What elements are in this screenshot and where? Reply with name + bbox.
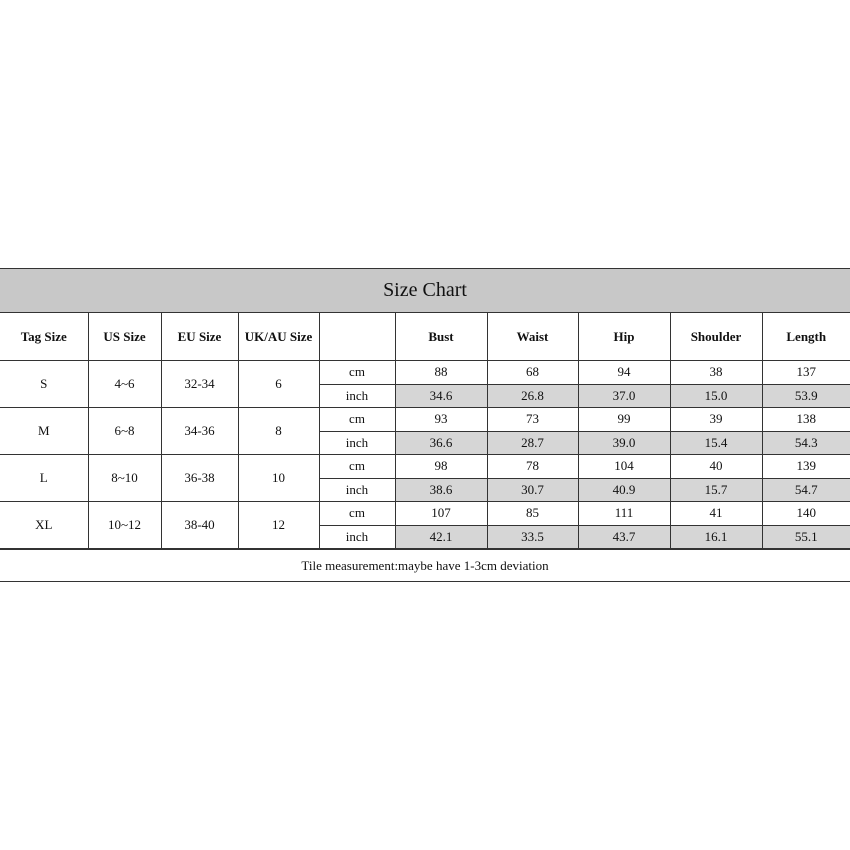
- length-cell: 54.7: [762, 478, 850, 502]
- hip-cell: 40.9: [578, 478, 670, 502]
- bust-cell: 36.6: [395, 431, 487, 455]
- shoulder-cell: 41: [670, 502, 762, 526]
- shoulder-cell: 39: [670, 408, 762, 432]
- header-row: [0, 313, 850, 361]
- eu-size-cell: 32-34: [161, 361, 238, 408]
- eu-size-cell: 38-40: [161, 502, 238, 549]
- ukau-size-cell: 12: [238, 502, 319, 549]
- unit-cell: cm: [319, 408, 395, 432]
- hip-cell: 39.0: [578, 431, 670, 455]
- us-size-cell: 10~12: [88, 502, 161, 549]
- hip-cell: 94: [578, 361, 670, 385]
- bust-cell: 98: [395, 455, 487, 479]
- bust-cell: 88: [395, 361, 487, 385]
- us-size-cell: 4~6: [88, 361, 161, 408]
- unit-cell: inch: [319, 478, 395, 502]
- hip-cell: 111: [578, 502, 670, 526]
- table-row-xl-cm: [0, 502, 850, 526]
- hip-cell: 37.0: [578, 384, 670, 408]
- shoulder-cell: 16.1: [670, 525, 762, 549]
- header-waist: Waist: [487, 313, 578, 361]
- header-tag-size: Tag Size: [0, 313, 88, 361]
- hip-cell: 43.7: [578, 525, 670, 549]
- table-row-l-cm: [0, 455, 850, 479]
- shoulder-cell: 15.4: [670, 431, 762, 455]
- header-ukau-size: UK/AU Size: [238, 313, 319, 361]
- length-cell: 137: [762, 361, 850, 385]
- bust-cell: 93: [395, 408, 487, 432]
- unit-cell: inch: [319, 525, 395, 549]
- header-us-size: US Size: [88, 313, 161, 361]
- eu-size-cell: 36-38: [161, 455, 238, 502]
- shoulder-cell: 15.0: [670, 384, 762, 408]
- unit-cell: inch: [319, 384, 395, 408]
- header-eu-size: EU Size: [161, 313, 238, 361]
- us-size-cell: 8~10: [88, 455, 161, 502]
- ukau-size-cell: 10: [238, 455, 319, 502]
- table-row-s-cm: [0, 361, 850, 385]
- length-cell: 55.1: [762, 525, 850, 549]
- us-size-cell: 6~8: [88, 408, 161, 455]
- eu-size-cell: 34-36: [161, 408, 238, 455]
- waist-cell: 78: [487, 455, 578, 479]
- waist-cell: 68: [487, 361, 578, 385]
- header-shoulder: Shoulder: [670, 313, 762, 361]
- shoulder-cell: 15.7: [670, 478, 762, 502]
- hip-cell: 99: [578, 408, 670, 432]
- hip-cell: 104: [578, 455, 670, 479]
- unit-cell: cm: [319, 502, 395, 526]
- tag-size-cell: L: [0, 455, 88, 502]
- length-cell: 139: [762, 455, 850, 479]
- waist-cell: 85: [487, 502, 578, 526]
- shoulder-cell: 38: [670, 361, 762, 385]
- header-length: Length: [762, 313, 850, 361]
- table-row-m-cm: [0, 408, 850, 432]
- bust-cell: 42.1: [395, 525, 487, 549]
- waist-cell: 73: [487, 408, 578, 432]
- header-bust: Bust: [395, 313, 487, 361]
- header-hip: Hip: [578, 313, 670, 361]
- size-table: [0, 313, 850, 549]
- unit-cell: inch: [319, 431, 395, 455]
- length-cell: 140: [762, 502, 850, 526]
- size-chart: [0, 268, 850, 582]
- ukau-size-cell: 6: [238, 361, 319, 408]
- waist-cell: 30.7: [487, 478, 578, 502]
- waist-cell: 28.7: [487, 431, 578, 455]
- ukau-size-cell: 8: [238, 408, 319, 455]
- bust-cell: 34.6: [395, 384, 487, 408]
- unit-cell: cm: [319, 361, 395, 385]
- waist-cell: 33.5: [487, 525, 578, 549]
- tag-size-cell: S: [0, 361, 88, 408]
- tag-size-cell: M: [0, 408, 88, 455]
- chart-title: Size Chart: [0, 269, 850, 313]
- length-cell: 138: [762, 408, 850, 432]
- header-unit: [319, 313, 395, 361]
- shoulder-cell: 40: [670, 455, 762, 479]
- length-cell: 53.9: [762, 384, 850, 408]
- bust-cell: 38.6: [395, 478, 487, 502]
- tag-size-cell: XL: [0, 502, 88, 549]
- unit-cell: cm: [319, 455, 395, 479]
- length-cell: 54.3: [762, 431, 850, 455]
- bust-cell: 107: [395, 502, 487, 526]
- waist-cell: 26.8: [487, 384, 578, 408]
- measurement-footnote: Tile measurement:maybe have 1-3cm deviation: [0, 549, 850, 581]
